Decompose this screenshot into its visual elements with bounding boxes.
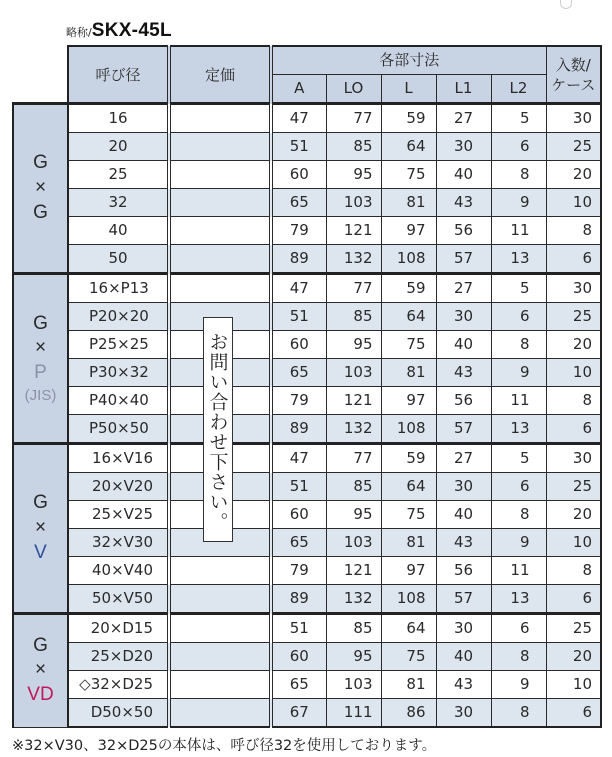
cell-dim-lo: 111 <box>326 699 381 728</box>
cell-dim-a: 51 <box>271 473 326 501</box>
cell-dim-l1: 30 <box>436 699 491 728</box>
cell-nominal-size: ◇32×D25 <box>68 671 169 699</box>
header-dimensions: 各部寸法 <box>271 46 546 75</box>
cell-dim-a: 47 <box>271 104 326 133</box>
spec-table-body <box>13 104 601 728</box>
cell-dim-l2: 6 <box>491 473 546 501</box>
cell-dim-l2: 6 <box>491 303 546 331</box>
group-label-g-x-vd <box>13 614 68 728</box>
cell-list-price <box>169 614 271 643</box>
cell-dim-l: 75 <box>381 331 436 359</box>
cell-dim-l1: 27 <box>436 274 491 303</box>
group-label-line: VD <box>27 684 54 706</box>
cell-qty-per-case: 30 <box>546 104 601 133</box>
cell-dim-a: 60 <box>271 331 326 359</box>
cell-dim-l: 81 <box>381 671 436 699</box>
cell-dim-lo: 132 <box>326 415 381 444</box>
group-label-line: (JIS) <box>24 386 57 404</box>
table-row <box>13 444 601 473</box>
group-label-line: G <box>33 634 48 656</box>
table-row <box>13 104 601 133</box>
table-row <box>13 529 601 557</box>
cell-list-price <box>169 189 271 217</box>
table-row <box>13 415 601 444</box>
cell-dim-a: 65 <box>271 671 326 699</box>
cell-dim-l: 97 <box>381 217 436 245</box>
group-label-line: × <box>34 517 47 539</box>
group-label-g-x-p-jis <box>13 274 68 444</box>
header-dim-a: A <box>271 75 326 104</box>
cell-nominal-size: 20×D15 <box>68 614 169 643</box>
cell-dim-lo: 103 <box>326 529 381 557</box>
cell-dim-lo: 132 <box>326 585 381 614</box>
cell-dim-a: 79 <box>271 557 326 585</box>
cell-dim-l: 81 <box>381 359 436 387</box>
table-row <box>13 359 601 387</box>
cell-nominal-size: P25×25 <box>68 331 169 359</box>
cell-dim-l1: 43 <box>436 671 491 699</box>
table-row <box>13 699 601 728</box>
cell-nominal-size: P50×50 <box>68 415 169 444</box>
cell-dim-lo: 85 <box>326 133 381 161</box>
cell-qty-per-case: 10 <box>546 359 601 387</box>
cell-dim-l1: 43 <box>436 189 491 217</box>
cell-dim-a: 47 <box>271 274 326 303</box>
cell-nominal-size: D50×50 <box>68 699 169 728</box>
cell-dim-l1: 56 <box>436 557 491 585</box>
cell-dim-l1: 30 <box>436 303 491 331</box>
cell-dim-l: 64 <box>381 473 436 501</box>
cell-nominal-size: 32 <box>68 189 169 217</box>
cell-dim-l1: 57 <box>436 415 491 444</box>
cell-nominal-size: P20×20 <box>68 303 169 331</box>
group-label-line: × <box>34 659 47 681</box>
cell-dim-lo: 85 <box>326 473 381 501</box>
cell-dim-lo: 95 <box>326 161 381 189</box>
cell-qty-per-case: 6 <box>546 699 601 728</box>
spec-table <box>12 45 602 728</box>
cell-list-price <box>169 585 271 614</box>
cell-dim-l1: 40 <box>436 643 491 671</box>
cell-qty-per-case: 8 <box>546 217 601 245</box>
cell-dim-l1: 43 <box>436 529 491 557</box>
cell-dim-l2: 8 <box>491 501 546 529</box>
cell-qty-per-case: 20 <box>546 331 601 359</box>
footnote: ※32×V30、32×D25の本体は、呼び径32を使用しております。 <box>12 738 437 754</box>
cell-dim-l2: 11 <box>491 387 546 415</box>
cell-dim-l1: 40 <box>436 161 491 189</box>
cell-nominal-size: 25×V25 <box>68 501 169 529</box>
cell-qty-per-case: 10 <box>546 529 601 557</box>
cell-dim-l: 81 <box>381 189 436 217</box>
table-row <box>13 331 601 359</box>
group-label-g-x-v <box>13 444 68 614</box>
cell-dim-lo: 77 <box>326 444 381 473</box>
cell-dim-l: 75 <box>381 643 436 671</box>
cell-qty-per-case: 30 <box>546 274 601 303</box>
header-nominal-size: 呼び径 <box>68 46 169 104</box>
cell-qty-per-case: 6 <box>546 415 601 444</box>
cell-qty-per-case: 25 <box>546 133 601 161</box>
cell-qty-per-case: 25 <box>546 303 601 331</box>
table-row <box>13 614 601 643</box>
cell-dim-l2: 9 <box>491 671 546 699</box>
cell-nominal-size: P40×40 <box>68 387 169 415</box>
cell-dim-l1: 30 <box>436 614 491 643</box>
cell-dim-l2: 11 <box>491 557 546 585</box>
cell-dim-a: 60 <box>271 161 326 189</box>
cell-qty-per-case: 20 <box>546 161 601 189</box>
cell-dim-a: 65 <box>271 359 326 387</box>
cell-dim-lo: 77 <box>326 104 381 133</box>
cell-dim-lo: 121 <box>326 387 381 415</box>
blank-corner <box>13 46 68 104</box>
cell-dim-lo: 103 <box>326 359 381 387</box>
cell-list-price <box>169 671 271 699</box>
cell-dim-lo: 121 <box>326 557 381 585</box>
cell-dim-lo: 95 <box>326 501 381 529</box>
cell-dim-l2: 8 <box>491 161 546 189</box>
cell-dim-l2: 5 <box>491 104 546 133</box>
header-qty-per-case <box>546 46 601 104</box>
cell-dim-l1: 57 <box>436 585 491 614</box>
cell-dim-l2: 13 <box>491 245 546 274</box>
corner-decoration <box>560 0 572 9</box>
cell-dim-l1: 56 <box>436 387 491 415</box>
cell-dim-l2: 5 <box>491 444 546 473</box>
cell-dim-l1: 30 <box>436 133 491 161</box>
cell-dim-l: 75 <box>381 501 436 529</box>
model-code: SKX-45L <box>91 20 172 41</box>
cell-dim-l: 81 <box>381 529 436 557</box>
cell-dim-a: 51 <box>271 303 326 331</box>
cell-dim-l1: 43 <box>436 359 491 387</box>
table-row <box>13 274 601 303</box>
table-row <box>13 473 601 501</box>
abbreviation-prefix: 略称/ <box>66 26 92 39</box>
cell-dim-a: 51 <box>271 133 326 161</box>
table-row <box>13 245 601 274</box>
cell-nominal-size: 40×V40 <box>68 557 169 585</box>
header-list-price: 定価 <box>169 46 271 104</box>
cell-dim-l2: 8 <box>491 699 546 728</box>
cell-dim-l: 108 <box>381 585 436 614</box>
cell-dim-l: 97 <box>381 557 436 585</box>
cell-qty-per-case: 25 <box>546 473 601 501</box>
cell-nominal-size: P30×32 <box>68 359 169 387</box>
header-qty-line1: 入数/ <box>555 55 591 74</box>
cell-list-price <box>169 161 271 189</box>
cell-dim-lo: 85 <box>326 303 381 331</box>
cell-nominal-size: 40 <box>68 217 169 245</box>
cell-dim-l1: 30 <box>436 473 491 501</box>
cell-qty-per-case: 6 <box>546 585 601 614</box>
cell-dim-a: 60 <box>271 643 326 671</box>
table-row <box>13 557 601 585</box>
price-inquiry-note: お問い合わせ下さい。 <box>203 317 233 542</box>
cell-qty-per-case: 10 <box>546 671 601 699</box>
cell-qty-per-case: 25 <box>546 614 601 643</box>
cell-dim-l: 64 <box>381 303 436 331</box>
cell-dim-l2: 9 <box>491 529 546 557</box>
cell-dim-l2: 11 <box>491 217 546 245</box>
group-label-line: P <box>34 362 47 384</box>
cell-dim-l1: 56 <box>436 217 491 245</box>
cell-qty-per-case: 30 <box>546 444 601 473</box>
group-label-line: G <box>33 201 48 223</box>
group-label-line: × <box>34 177 47 199</box>
cell-dim-a: 79 <box>271 217 326 245</box>
cell-list-price <box>169 133 271 161</box>
cell-dim-a: 65 <box>271 189 326 217</box>
cell-list-price <box>169 557 271 585</box>
cell-dim-l2: 6 <box>491 614 546 643</box>
cell-dim-a: 89 <box>271 415 326 444</box>
cell-qty-per-case: 6 <box>546 245 601 274</box>
cell-nominal-size: 25 <box>68 161 169 189</box>
cell-list-price <box>169 643 271 671</box>
cell-list-price <box>169 217 271 245</box>
cell-qty-per-case: 20 <box>546 643 601 671</box>
cell-dim-l: 97 <box>381 387 436 415</box>
table-row <box>13 303 601 331</box>
cell-list-price <box>169 274 271 303</box>
table-row <box>13 189 601 217</box>
cell-dim-l: 59 <box>381 104 436 133</box>
cell-dim-l2: 8 <box>491 643 546 671</box>
cell-dim-lo: 121 <box>326 217 381 245</box>
cell-dim-l2: 9 <box>491 359 546 387</box>
cell-list-price <box>169 245 271 274</box>
group-label-line: G <box>33 492 48 514</box>
cell-nominal-size: 16 <box>68 104 169 133</box>
cell-dim-a: 65 <box>271 529 326 557</box>
cell-dim-l2: 13 <box>491 585 546 614</box>
header-dim-lo: LO <box>326 75 381 104</box>
cell-nominal-size: 16×P13 <box>68 274 169 303</box>
header-dim-l: L <box>381 75 436 104</box>
header-qty-line2: ケース <box>551 75 596 94</box>
cell-dim-l2: 5 <box>491 274 546 303</box>
cell-dim-l2: 6 <box>491 133 546 161</box>
cell-dim-a: 89 <box>271 585 326 614</box>
cell-nominal-size: 16×V16 <box>68 444 169 473</box>
cell-dim-l1: 57 <box>436 245 491 274</box>
header-dim-l1: L1 <box>436 75 491 104</box>
table-row <box>13 501 601 529</box>
group-label-g-x-g <box>13 104 68 274</box>
cell-nominal-size: 25×D20 <box>68 643 169 671</box>
cell-dim-l: 75 <box>381 161 436 189</box>
cell-dim-l2: 8 <box>491 331 546 359</box>
cell-nominal-size: 32×V30 <box>68 529 169 557</box>
table-row <box>13 161 601 189</box>
table-row <box>13 217 601 245</box>
table-row <box>13 133 601 161</box>
cell-dim-a: 60 <box>271 501 326 529</box>
cell-dim-lo: 95 <box>326 643 381 671</box>
table-row <box>13 643 601 671</box>
cell-qty-per-case: 20 <box>546 501 601 529</box>
cell-dim-lo: 103 <box>326 189 381 217</box>
cell-dim-lo: 103 <box>326 671 381 699</box>
cell-nominal-size: 20×V20 <box>68 473 169 501</box>
cell-nominal-size: 50 <box>68 245 169 274</box>
cell-dim-l: 86 <box>381 699 436 728</box>
cell-dim-a: 51 <box>271 614 326 643</box>
cell-dim-l: 59 <box>381 274 436 303</box>
cell-qty-per-case: 10 <box>546 189 601 217</box>
group-label-line: G <box>33 152 48 174</box>
cell-dim-l1: 27 <box>436 444 491 473</box>
cell-dim-l1: 40 <box>436 501 491 529</box>
cell-dim-l: 108 <box>381 245 436 274</box>
cell-dim-l: 64 <box>381 133 436 161</box>
cell-dim-a: 67 <box>271 699 326 728</box>
cell-nominal-size: 20 <box>68 133 169 161</box>
table-row <box>13 671 601 699</box>
cell-dim-l: 108 <box>381 415 436 444</box>
cell-dim-l: 64 <box>381 614 436 643</box>
cell-dim-lo: 132 <box>326 245 381 274</box>
group-label-line: × <box>34 337 47 359</box>
cell-qty-per-case: 8 <box>546 557 601 585</box>
cell-nominal-size: 50×V50 <box>68 585 169 614</box>
cell-dim-l1: 40 <box>436 331 491 359</box>
header-dim-l2: L2 <box>491 75 546 104</box>
cell-dim-lo: 95 <box>326 331 381 359</box>
group-label-line: V <box>34 541 47 563</box>
cell-dim-lo: 77 <box>326 274 381 303</box>
table-row <box>13 585 601 614</box>
cell-dim-a: 89 <box>271 245 326 274</box>
cell-dim-l1: 27 <box>436 104 491 133</box>
group-label-line: G <box>33 312 48 334</box>
product-title <box>66 20 172 44</box>
cell-dim-a: 79 <box>271 387 326 415</box>
table-row <box>13 387 601 415</box>
cell-dim-a: 47 <box>271 444 326 473</box>
cell-dim-l: 59 <box>381 444 436 473</box>
cell-dim-lo: 85 <box>326 614 381 643</box>
cell-dim-l2: 13 <box>491 415 546 444</box>
cell-qty-per-case: 8 <box>546 387 601 415</box>
cell-list-price <box>169 104 271 133</box>
cell-dim-l2: 9 <box>491 189 546 217</box>
cell-list-price <box>169 699 271 728</box>
